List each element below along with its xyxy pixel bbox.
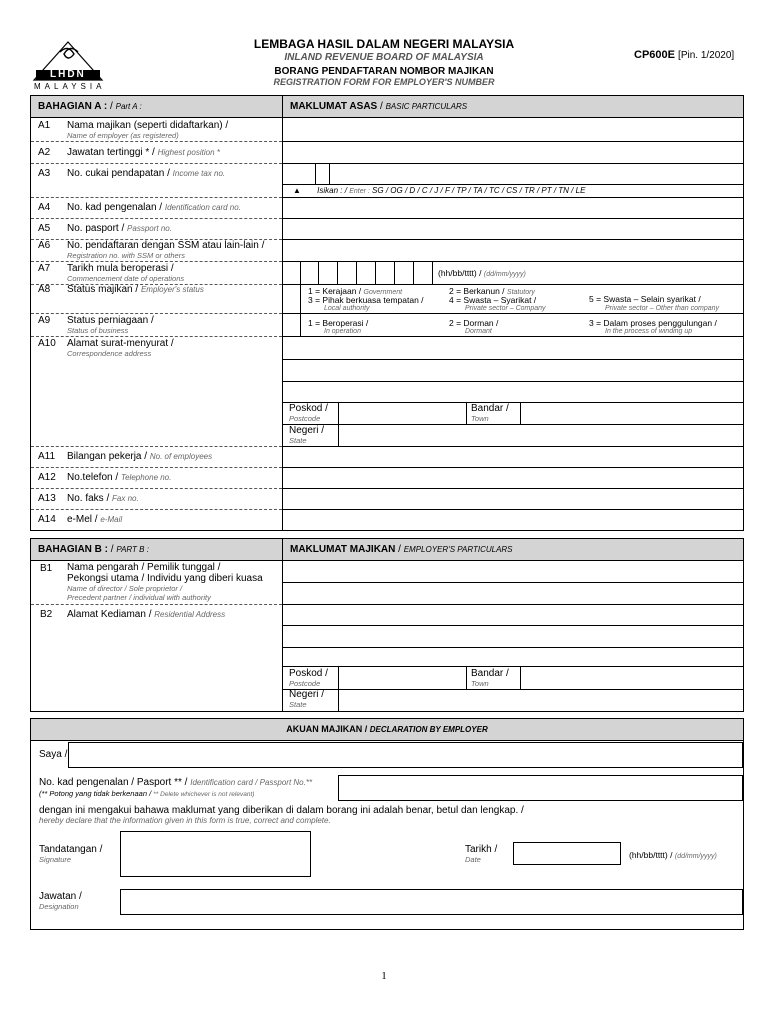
email-text: e-Mel / — [67, 514, 98, 525]
email-label — [67, 514, 122, 525]
signature-label: Tandatangan / — [39, 844, 103, 855]
part-b-sep: / — [110, 544, 114, 555]
b-state-input[interactable] — [339, 690, 743, 710]
declarant-ic-label — [39, 777, 312, 788]
declarant-ic-note — [39, 788, 254, 800]
date-format-en: (dd/mm/yyyy) — [483, 271, 526, 278]
employer-name-label: Nama majikan (seperti didaftarkan) / — [67, 120, 229, 131]
status-option-company: 4 = Swasta – Syarikat / — [449, 295, 537, 305]
decl-date-format-en: (dd/mm/yyyy) — [674, 853, 717, 860]
employer-particulars-label: MAKLUMAT MAJIKAN — [290, 544, 396, 555]
date-label: Tarikh / — [465, 844, 498, 855]
row-code-a7: A7 — [38, 263, 51, 274]
up-arrow-icon: ▲ — [293, 186, 301, 195]
basic-particulars-label-en: BASIC PARTICULARS — [385, 102, 468, 111]
address-line-3-input[interactable] — [283, 382, 743, 401]
b-bandar-label-en: Town — [471, 679, 489, 688]
poskod-label: Poskod / — [289, 403, 328, 414]
row-code-b2: B2 — [40, 609, 53, 620]
residential-text: Alamat Kediaman / — [67, 609, 152, 620]
declarant-ic-input[interactable] — [338, 775, 743, 801]
b-town-input[interactable] — [521, 667, 743, 688]
part-a-divider — [282, 118, 283, 530]
business-status-label: Status perniagaan / — [67, 315, 154, 326]
address-label: Alamat surat-menyurat / — [67, 338, 174, 349]
commencement-label-en: Commencement date of operations — [67, 274, 185, 283]
b-postcode-input[interactable] — [339, 667, 465, 688]
part-a-left-border — [30, 118, 31, 530]
income-tax-text: No. cukai pendapatan / — [67, 168, 170, 179]
passport-text: No. pasport / — [67, 223, 125, 234]
declaration-statement: dengan ini mengakui bahawa maklumat yang diberikan di dalam borang ini adalah benar, betul dan lengkap. / — [39, 805, 524, 816]
row-code-a5: A5 — [38, 223, 51, 234]
business-option-winding: 3 = Dalam proses penggulungan / — [589, 318, 717, 328]
form-code-id: CP600E — [634, 49, 675, 61]
form-revision: [Pin. 1/2020] — [678, 50, 735, 61]
saya-text: Saya / — [39, 749, 68, 760]
declaration-title-en: DECLARATION BY EMPLOYER — [369, 725, 488, 734]
isikan-label: Isikan : / — [317, 186, 347, 195]
director-label-en2: Precedent partner / individual with authority — [67, 593, 211, 602]
status-option-1-label: 1 = Kerajaan / — [308, 286, 362, 296]
employer-particulars-label-en: EMPLOYER'S PARTICULARS — [403, 545, 513, 554]
page-number: 1 — [381, 970, 387, 982]
address-label-en: Correspondence address — [67, 349, 152, 358]
declarant-ic-text: No. kad pengenalan / Pasport ** / — [39, 777, 188, 788]
declaration-date-input[interactable] — [513, 842, 621, 865]
declaration-statement-en: hereby declare that the information given in this form is true, correct and complete. — [39, 816, 331, 825]
row-code-a9: A9 — [38, 315, 51, 326]
row-code-a8: A8 — [38, 284, 51, 295]
part-b-heading — [290, 544, 513, 555]
ssm-label: No. pendaftaran dengan SSM atau lain-lain / — [67, 240, 265, 251]
town-input[interactable] — [521, 403, 743, 423]
telephone-label — [67, 472, 171, 483]
isikan-instruction — [293, 185, 585, 197]
isikan-label-en: Enter : — [349, 188, 370, 195]
employer-status-label — [67, 284, 204, 295]
director-label-line1: Nama pengarah / Pemilik tunggal / — [67, 562, 221, 573]
b-poskod-label-en: Postcode — [289, 679, 321, 688]
row-code-b1: B1 — [40, 563, 53, 574]
business-option-winding-en: In the process of winding up — [605, 328, 693, 335]
decl-date-format: (hh/bb/tttt) — [629, 850, 668, 860]
designation-label-en: Designation — [39, 902, 79, 911]
decl-date-format-sep: / — [670, 850, 673, 860]
highest-position-label — [67, 147, 220, 158]
status-option-local-authority: 3 = Pihak berkuasa tempatan / — [308, 295, 424, 305]
part-a-heading — [290, 101, 467, 112]
row-code-a4: A4 — [38, 202, 51, 213]
ic-text-en: Identification card no. — [164, 203, 241, 212]
signature-label-en: Signature — [39, 855, 72, 864]
basic-particulars-sep: / — [380, 101, 383, 112]
commencement-label: Tarikh mula beroperasi / — [67, 263, 174, 274]
postcode-input[interactable] — [339, 403, 465, 423]
basic-particulars-label: MAKLUMAT ASAS — [290, 101, 378, 112]
employer-particulars-sep: / — [398, 544, 401, 555]
row-code-a1: A1 — [38, 120, 51, 131]
row-code-a14: A14 — [38, 514, 56, 525]
designation-label: Jawatan / — [39, 891, 82, 902]
business-option-operation: 1 = Beroperasi / — [308, 318, 369, 328]
status-option-local-authority-en: Local authority — [324, 305, 370, 312]
director-name-input-2[interactable] — [283, 583, 743, 603]
page-title-en: INLAND REVENUE BOARD OF MALAYSIA — [284, 52, 484, 63]
fax-text: No. faks / — [67, 493, 110, 504]
ic-note-text-en: ** Delete whichever is not relevant) — [153, 791, 255, 798]
row-code-a3: A3 — [38, 168, 51, 179]
negeri-label: Negeri / — [289, 425, 325, 436]
part-b-label: BAHAGIAN B : — [38, 544, 108, 555]
row-code-a13: A13 — [38, 493, 56, 504]
form-title-en: REGISTRATION FORM FOR EMPLOYER'S NUMBER — [273, 77, 495, 87]
income-tax-label — [67, 168, 225, 179]
logo-subtext: MALAYSIA — [34, 82, 106, 91]
passport-label — [67, 223, 172, 234]
status-option-other: 5 = Swasta – Selain syarikat / — [589, 294, 701, 304]
commencement-date-format — [438, 268, 526, 280]
part-b-title — [38, 544, 149, 555]
row-code-a2: A2 — [38, 147, 51, 158]
poskod-label-en: Postcode — [289, 414, 321, 423]
date-label-en: Date — [465, 855, 481, 864]
address-line-2-input[interactable] — [283, 360, 743, 380]
status-option-2-label: 2 = Berkanun / — [449, 286, 505, 296]
bandar-label: Bandar / — [471, 403, 509, 414]
part-a-bottom-border — [30, 530, 744, 531]
residential-text-en: Residential Address — [154, 610, 226, 619]
ic-note-text: (** Potong yang tidak berkenaan / — [39, 789, 152, 798]
status-option-company-en: Private sector – Company — [465, 305, 546, 312]
declaration-title — [0, 724, 768, 735]
state-input[interactable] — [339, 425, 743, 445]
b-negeri-label-en: State — [289, 700, 307, 709]
row-code-a12: A12 — [38, 472, 56, 483]
isikan-codes: SG / OG / D / C / J / F / TP / TA / TC / CS / TR / PT / TN / LE — [372, 186, 586, 195]
declarant-ic-text-en: Identification card / Passport No.** — [190, 778, 313, 787]
part-a-sep: / — [110, 101, 113, 112]
declaration-title-text: AKUAN MAJIKAN / — [286, 724, 368, 734]
status-option-other-en: Private sector – Other than company — [605, 305, 719, 312]
row-code-a10: A10 — [38, 338, 56, 349]
logo-text: LHDN — [50, 69, 86, 80]
business-status-label-en: Status of business — [67, 326, 129, 335]
part-a-right-border — [743, 118, 744, 530]
ssm-label-en: Registration no. with SSM or others — [67, 251, 185, 260]
business-option-dormant-en: Dormant — [465, 328, 492, 335]
ic-text: No. kad pengenalan / — [67, 202, 163, 213]
part-a-title — [38, 101, 142, 112]
email-text-en: e-Mail — [100, 515, 123, 524]
telephone-text-en: Telephone no. — [120, 473, 172, 482]
part-a-label: BAHAGIAN A : — [38, 101, 108, 112]
form-title: BORANG PENDAFTARAN NOMBOR MAJIKAN — [274, 66, 494, 77]
date-format: (hh/bb/tttt) — [438, 268, 477, 278]
negeri-label-en: State — [289, 436, 307, 445]
income-tax-text-en: Income tax no. — [172, 169, 226, 178]
status-option-1-sub: Government — [363, 289, 403, 296]
employer-status-text: Status majikan / — [67, 284, 139, 295]
status-option-2-sub: Statutory — [506, 289, 535, 296]
part-b-label-en: PART B : — [116, 545, 149, 554]
telephone-text: No.telefon / — [67, 472, 119, 483]
director-label-line2: Pekongsi utama / Individu yang diberi kuasa — [67, 573, 263, 584]
b-negeri-label: Negeri / — [289, 689, 325, 700]
employees-text-en: No. of employees — [149, 452, 213, 461]
passport-text-en: Passport no. — [127, 224, 172, 233]
designation-input[interactable] — [120, 889, 743, 915]
employer-name-label-en: Name of employer (as registered) — [67, 131, 179, 140]
form-code — [634, 50, 734, 61]
residential-label — [67, 609, 225, 620]
highest-position-text-en: Highest position * — [157, 148, 220, 157]
employees-label — [67, 451, 212, 462]
business-option-dormant: 2 = Dorman / — [449, 318, 499, 328]
signature-box[interactable] — [120, 831, 311, 877]
b-poskod-label: Poskod / — [289, 668, 328, 679]
fax-text-en: Fax no. — [112, 494, 139, 503]
employees-text: Bilangan pekerja / — [67, 451, 148, 462]
employer-status-text-en: Employer's status — [140, 285, 204, 294]
declaration-date-format — [629, 850, 717, 862]
part-a-label-en: Part A : — [115, 102, 142, 111]
declarant-name-input[interactable] — [68, 742, 743, 768]
director-name-input-1[interactable] — [283, 562, 743, 581]
page-title: LEMBAGA HASIL DALAM NEGERI MALAYSIA — [253, 37, 515, 51]
business-option-operation-en: In operation — [324, 328, 361, 335]
highest-position-text: Jawatan tertinggi * / — [67, 147, 155, 158]
date-format-sep: / — [479, 268, 482, 278]
director-label-en1: Name of director / Sole proprietor / — [67, 584, 183, 593]
address-line-1-input[interactable] — [283, 337, 743, 358]
ic-label — [67, 202, 241, 213]
row-code-a6: A6 — [38, 240, 51, 251]
bandar-label-en: Town — [471, 414, 489, 423]
fax-label — [67, 493, 139, 504]
b-bandar-label: Bandar / — [471, 668, 509, 679]
row-code-a11: A11 — [38, 451, 56, 462]
